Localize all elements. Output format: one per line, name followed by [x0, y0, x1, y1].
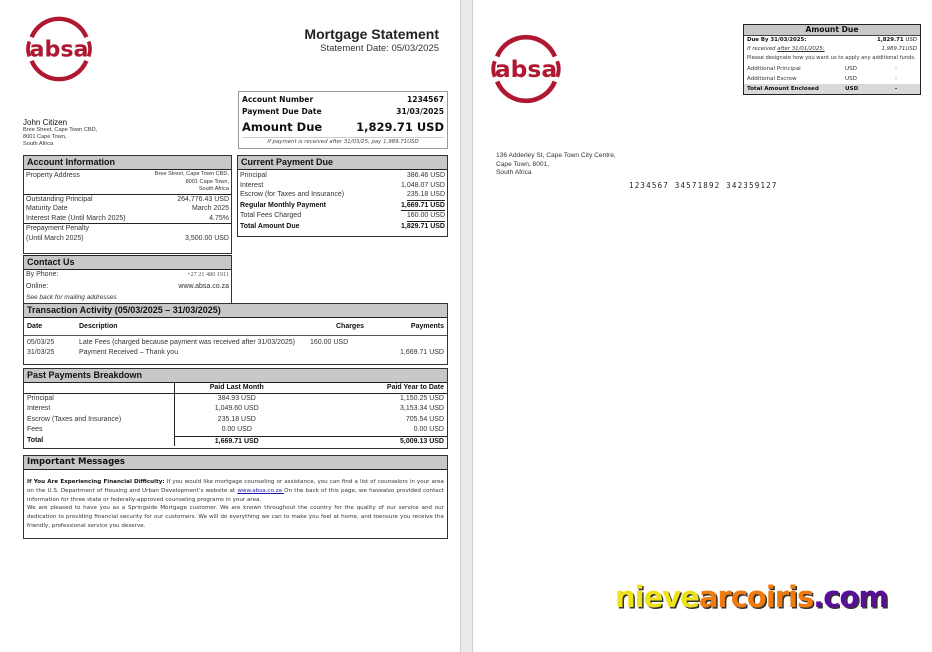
page-title: Mortgage Statement [304, 26, 439, 42]
row-label: Fees [24, 425, 174, 436]
row-label: Principal [24, 393, 174, 404]
column-header-description: Description [76, 318, 307, 336]
absa-logo-icon [487, 30, 565, 108]
late-payment-note: If payment is received after 31/03/25, pay 1,989.71USD [242, 137, 444, 145]
contact-section [23, 255, 232, 304]
amount-due: 1,829.71 USD [356, 120, 444, 134]
section-title: Important Messages [24, 456, 447, 470]
ytd-value: 3,153.34 USD [400, 405, 444, 412]
row-label: Escrow (Taxes and Insurance) [24, 415, 174, 426]
online-label: Online: [26, 282, 49, 290]
ytd-value: 705.54 USD [405, 415, 444, 423]
past-payments-table [24, 383, 447, 446]
amount-due-label: Amount Due [242, 120, 323, 134]
section-title: Current Payment Due [238, 156, 447, 170]
tx-description: Payment Received – Thank you [79, 348, 179, 356]
maturity-date-label: Maturity Date [26, 205, 68, 212]
message-lead: If You Are Experiencing Financial Difficulty: [27, 479, 165, 485]
interest-value: 1,048.07 USD [401, 181, 445, 189]
address-line: South Africa [496, 169, 532, 176]
column-header-payments: Payments [367, 318, 447, 336]
coupon-title: Amount Due [744, 25, 920, 36]
table-row [24, 404, 447, 415]
tx-charges [307, 348, 367, 358]
due-by-label: Due By 31/03/2025: [747, 37, 807, 43]
column-header-ytd: Paid Year to Date [299, 383, 447, 393]
svg-text:absa: absa [494, 54, 558, 83]
section-title: Account Information [24, 156, 231, 170]
fees-value: 160.00 USD [407, 211, 445, 222]
prepayment-penalty: 3,500.00 USD [185, 234, 229, 242]
column-header-blank [24, 383, 174, 393]
address-line: South Africa [23, 141, 54, 147]
table-row [24, 425, 447, 436]
statement-page-front [0, 0, 461, 652]
message-text: On the back of this page, we havealso provided contact information for three state or federally-approved counseling programs in your area. [27, 487, 444, 503]
due-by-amount: 1,829.71 USD [876, 37, 917, 43]
address-line: Bree Street, Cape Town CBD, [23, 127, 98, 133]
last-month-value: 235.18 USD [217, 415, 256, 423]
last-month-value: 384.93 USD [217, 394, 256, 402]
table-row-total [24, 436, 447, 446]
tx-date: 31/03/25 [27, 348, 55, 356]
website-link[interactable]: www.absa.co.za [178, 282, 229, 290]
fees-label: Total Fees Charged [240, 212, 302, 219]
absa-logo-icon [22, 12, 96, 86]
additional-funds-note: Please designate how you want us to apply any additional funds. [747, 55, 916, 61]
important-messages-section [23, 455, 448, 539]
website-link[interactable]: www.absa.co.za [237, 487, 285, 494]
account-number-label: Account Number [242, 95, 314, 104]
mailing-note: See back for mailing addresses [26, 293, 117, 301]
section-title: Transaction Activity (05/03/2025 – 31/03/2025) [24, 304, 447, 318]
amount-due-coupon [743, 24, 921, 95]
row-label: Total [24, 436, 174, 446]
row-label: Interest [24, 404, 174, 415]
outstanding-principal: 264,776.43 USD [177, 195, 229, 203]
section-title: Contact Us [24, 256, 231, 270]
ytd-value: 5,009.13 USD [299, 436, 447, 446]
escrow-label: Escrow (for Taxes and Insurance) [240, 191, 345, 198]
prepayment-penalty-period: (Until March 2025) [26, 234, 84, 242]
table-row [24, 336, 447, 348]
table-row [24, 415, 447, 426]
return-address [496, 152, 616, 178]
statement-header [304, 26, 439, 54]
after-date-label: If received after 31/01/2025: [747, 46, 825, 52]
total-enclosed-row[interactable]: Total Amount Enclosed USD - [744, 84, 920, 94]
total-due-value: 1,829.71 USD [401, 222, 445, 230]
table-row [24, 393, 447, 404]
tx-charges: 160.00 USD [310, 339, 349, 346]
tx-date: 05/03/25 [27, 339, 55, 346]
account-summary-box [238, 91, 448, 149]
address-line: Cape Town, 8001, [496, 160, 550, 168]
escrow-value: 235.18 USD [407, 190, 445, 201]
account-information-section [23, 155, 232, 254]
past-payments-section [23, 368, 448, 449]
page-gutter [461, 0, 472, 652]
principal-label: Principal [240, 172, 267, 179]
interest-rate-label: Interest Rate (Until March 2025) [26, 214, 126, 222]
phone-label: By Phone: [26, 271, 59, 278]
section-title: Past Payments Breakdown [24, 369, 447, 383]
last-month-value: 1,049.60 USD [214, 405, 259, 412]
account-number: 1234567 [407, 95, 444, 104]
watermark: nievearcoiris.com [615, 580, 888, 614]
regular-payment-value: 1,669.71 USD [401, 201, 445, 212]
tx-payments [367, 336, 447, 348]
phone-number[interactable]: +27 21 480 1911 [187, 271, 229, 278]
column-header-date: Date [24, 318, 76, 336]
transaction-activity-section [23, 303, 448, 365]
svg-text:absa: absa [29, 36, 89, 63]
last-month-value: 0.00 USD [221, 426, 252, 433]
message-text: We are pleased to have you as a Springside Mortgage customer. We are known throughout the country for the quality of our service and our dedication to providing financial security for our customers. We will do everything we can to make you feel at home, and toensure you receive the friendly, professional service you deserve. [27, 505, 444, 529]
table-row [24, 348, 447, 358]
additional-principal-row[interactable]: Additional Principal USD - [747, 66, 898, 72]
after-date-amount: 1,989.71USD [881, 46, 917, 52]
column-header-charges: Charges [307, 318, 367, 336]
message-text: If you would like mortgage counseling or assistance, you can find a list of counselors in your area on the U.S. Department of Housing and Urban Development’s website at [27, 479, 444, 494]
total-due-label: Total Amount Due [240, 222, 300, 230]
prepayment-penalty-label: Prepayment Penalty [26, 225, 90, 232]
payment-coupon-page [472, 0, 932, 652]
address-line: 136 Adderley St, Cape Town City Centre, [496, 152, 616, 159]
column-header-last-month: Paid Last Month [174, 383, 299, 393]
statement-date: Statement Date: 05/03/2025 [320, 43, 439, 54]
interest-rate: 4.75% [209, 214, 229, 222]
ytd-value: 1,150.25 USD [400, 394, 444, 402]
maturity-date: March 2025 [192, 205, 229, 212]
recipient-address [23, 118, 97, 148]
outstanding-principal-label: Outstanding Principal [26, 195, 93, 203]
ytd-value: 0.00 USD [413, 426, 444, 433]
tx-description: Late Fees (charged because payment was received after 31/03/2025) [79, 339, 295, 346]
message-body [24, 470, 447, 534]
property-address: Bree Street, Cape Town CBD, 8001 Cape Town, South Africa [154, 171, 229, 192]
interest-label: Interest [240, 181, 264, 189]
tx-payments: 1,669.71 USD [400, 348, 444, 356]
regular-payment-label: Regular Monthly Payment [240, 201, 326, 209]
micr-line: 1234567 34571892 342359127 [629, 181, 778, 190]
due-date: 31/03/2025 [396, 107, 444, 116]
transaction-table [24, 318, 447, 357]
current-payment-section [237, 155, 448, 237]
due-date-label: Payment Due Date [242, 107, 322, 116]
address-line: 8001 Cape Town, [23, 134, 67, 140]
recipient-name: John Citizen [23, 118, 68, 127]
last-month-value: 1,669.71 USD [174, 436, 299, 446]
principal-value: 386.46 USD [406, 172, 445, 179]
property-address-label: Property Address [26, 172, 80, 179]
additional-escrow-row[interactable]: Additional Escrow USD - [747, 76, 898, 82]
